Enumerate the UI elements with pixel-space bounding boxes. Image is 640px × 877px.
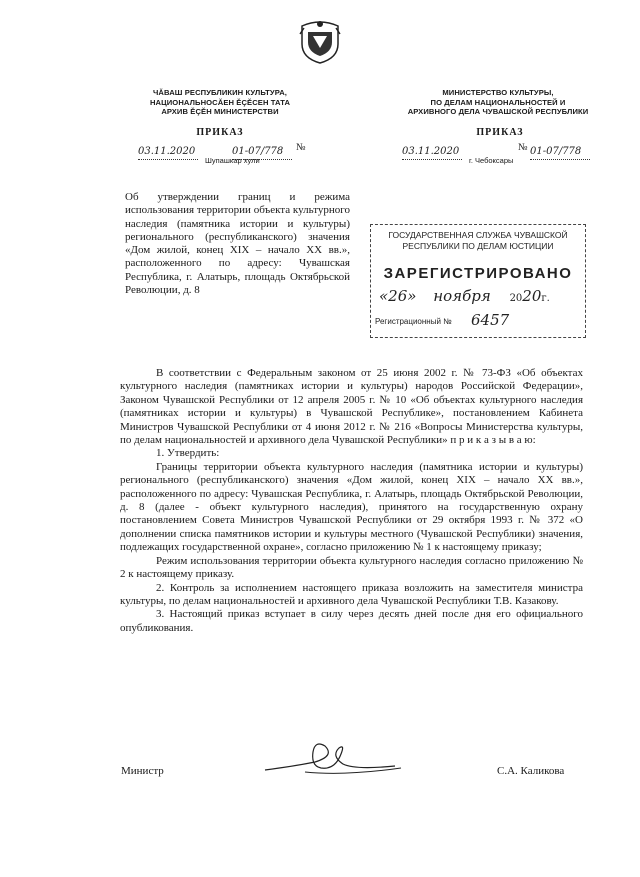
header-right-line: ПО ДЕЛАМ НАЦИОНАЛЬНОСТЕЙ И	[430, 97, 566, 107]
body-paragraph: Границы территории объекта культурного наследия (памятника истории и культуры) регионального (республиканского) значения «Дом жилой, конец XIX – начало XX вв.», расположенного по адресу: Чувашская Республика, г. Алатырь, площадь Октябрьской Революции, д. 8 (далее - объект культурного наследия), принятого на государственную охрану постановлением Совета Министров Чувашской Республики от 29 октября 1993 г. № 372 «О дополнении списка памятников истории и культуры местного (Чувашской Республики) значения, подлежащих государственной охране», согласно приложению № 1 к настоящему приказу;	[120, 460, 583, 554]
signatory-position: Министр	[121, 765, 164, 777]
order-date-left-wrap	[138, 141, 198, 160]
header-right-line: МИНИСТЕРСТВО КУЛЬТУРЫ,	[442, 88, 554, 97]
stamp-year-prefix: 20	[509, 293, 523, 304]
stamp-year-suffix: 20	[522, 287, 542, 305]
coat-of-arms-icon	[298, 18, 342, 64]
stamp-reg-number: 6457	[471, 311, 510, 329]
order-title-right: ПРИКАЗ	[476, 127, 524, 138]
city-left: Шупашкар хули	[205, 156, 260, 165]
order-subject: Об утверждении границ и режима использования территории объекта культурного наследия (памятника истории и культуры) регионального (республиканского) значения «Дом жилой, конец XIX – начало XX вв.», расположенного по адресу: Чувашская Республика, г. Алатырь, площадь Октябрьской Революции, д. 8	[125, 191, 350, 297]
ministry-name-chuvash	[110, 88, 330, 117]
number-sign-right: №	[518, 142, 528, 153]
header-left-line: АРХИВ ĔÇĔН МИНИСТЕРСТВИ	[161, 107, 279, 116]
registration-stamp	[370, 224, 586, 338]
body-paragraph: 1. Утвердить:	[156, 447, 220, 460]
header-left-line: ЧĂВАШ РЕСПУБЛИКИН КУЛЬТУРА,	[152, 88, 288, 97]
body-paragraph: В соответствии с Федеральным законом от 25 июня 2002 г. № 73-ФЗ «Об объектах культурного наследия (памятниках истории и культуры) народов Российской Федерации», Законом Чувашской Республики от 12 апреля 2005 г. № 10 «Об объектах культурного наследия (памятниках истории и культуры) в Чувашской Республике», постановлением Кабинета Министров Чувашской Республики от 4 июня 2012 г. № 216 «Вопросы Министерства культуры, по делам национальностей и архивного дела Чувашской Республики» п р и к а з ы в а ю:	[120, 367, 583, 447]
order-number-right-wrap	[530, 141, 590, 160]
stamp-line: ГОСУДАРСТВЕННАЯ СЛУЖБА ЧУВАШСКОЙ	[388, 230, 568, 240]
order-body	[120, 367, 583, 635]
stamp-header	[371, 230, 585, 252]
body-paragraph: 3. Настоящий приказ вступает в силу через десять дней после дня его официального опубликования.	[120, 608, 583, 634]
order-number-left: 01-07/778	[232, 146, 284, 157]
stamp-date	[379, 287, 550, 305]
dotted-line	[402, 159, 462, 160]
dotted-line	[530, 159, 590, 160]
stamp-day: «26»	[379, 287, 417, 305]
stamp-registered: ЗАРЕГИСТРИРОВАНО	[383, 265, 573, 282]
order-date-left: 03.11.2020	[138, 146, 196, 157]
signatory-name: С.А. Каликова	[497, 765, 565, 777]
body-paragraph: 2. Контроль за исполнением настоящего приказа возложить на заместителя министра культуры, по делам национальностей и архивного дела Чувашской Республики Т.В. Казакову.	[120, 581, 583, 607]
body-paragraph: Режим использования территории объекта культурного наследия согласно приложению № 2 к настоящему приказу.	[120, 554, 583, 581]
stamp-line: РЕСПУБЛИКИ ПО ДЕЛАМ ЮСТИЦИИ	[402, 241, 554, 251]
city-right: г. Чебоксары	[469, 156, 514, 165]
number-sign-left: №	[296, 142, 306, 153]
header-left-line: НАЦИОНАЛЬНОСĂЕН ĔÇĔСЕН ТАТА	[149, 97, 291, 107]
ministry-name-russian	[388, 88, 608, 117]
dotted-line	[138, 159, 198, 160]
order-date-right: 03.11.2020	[402, 146, 460, 157]
stamp-year-end: г.	[541, 293, 550, 304]
order-date-right-wrap	[402, 141, 462, 160]
order-number-right: 01-07/778	[530, 146, 582, 157]
handwritten-signature	[255, 732, 405, 782]
header-right-line: АРХИВНОГО ДЕЛА ЧУВАШСКОЙ РЕСПУБЛИКИ	[407, 107, 589, 116]
order-title-left: ПРИКАЗ	[196, 127, 244, 138]
stamp-reg-label: Регистрационный №	[375, 317, 452, 326]
stamp-month: ноября	[433, 287, 491, 305]
